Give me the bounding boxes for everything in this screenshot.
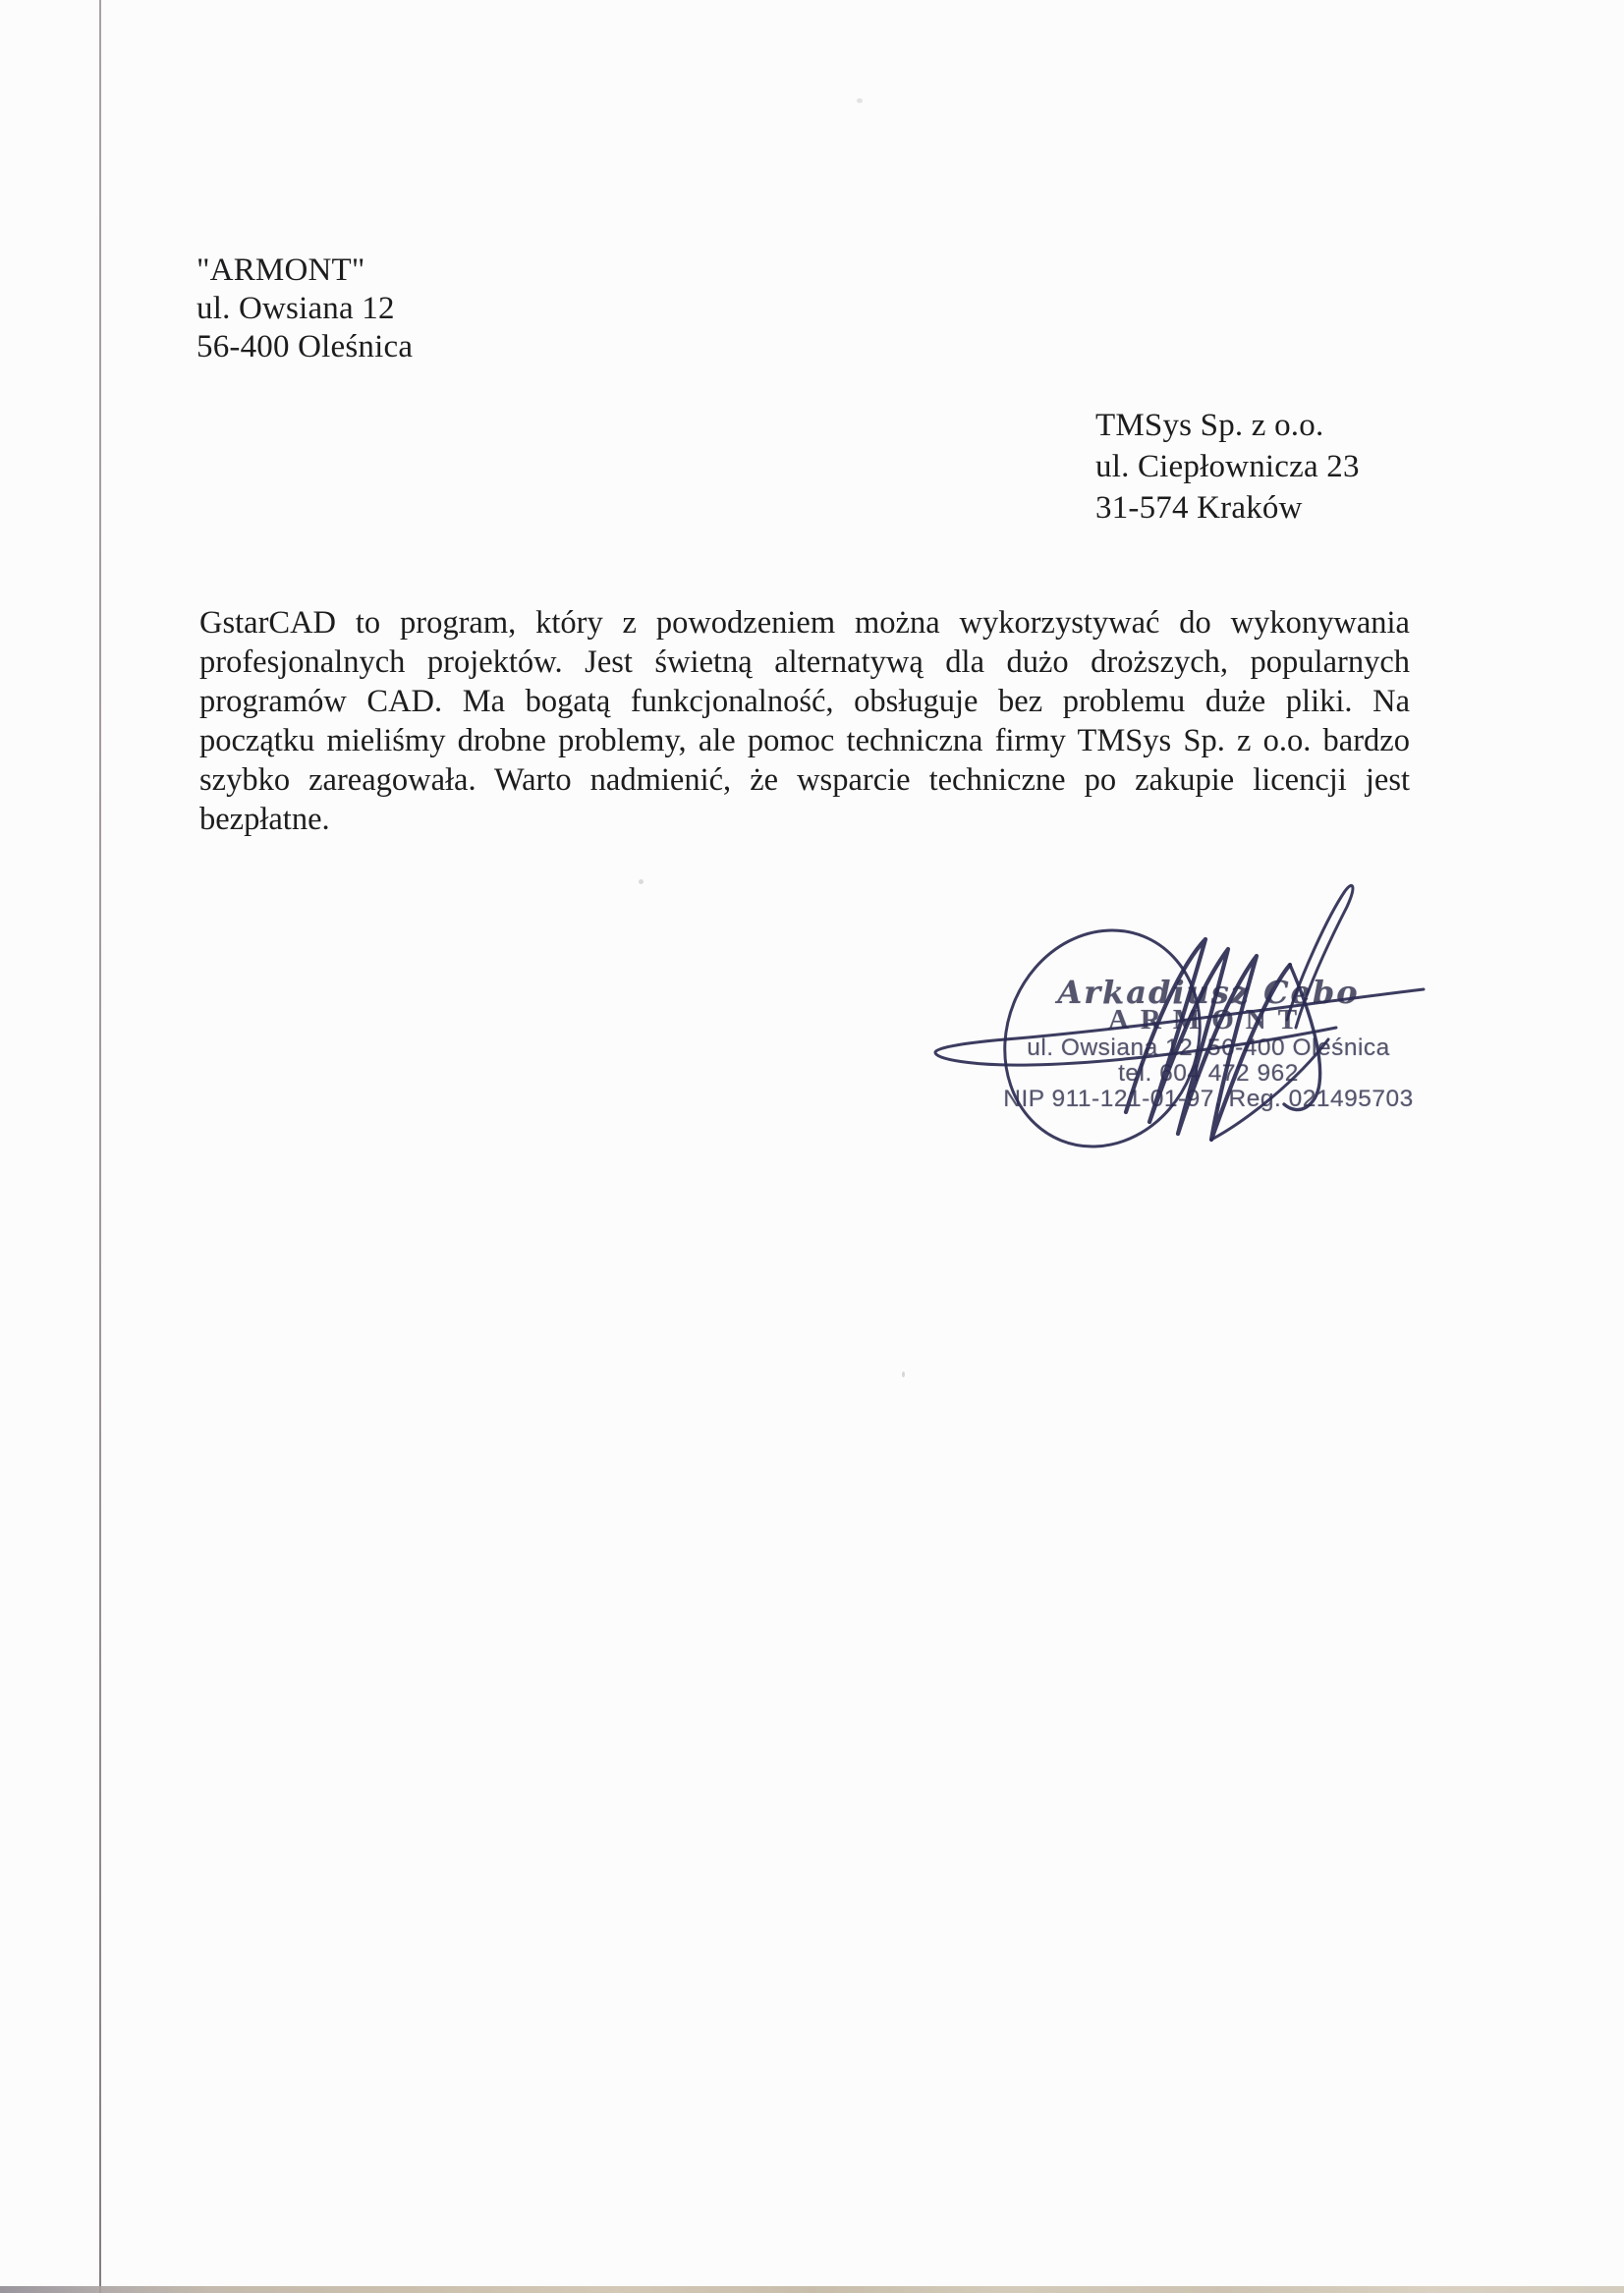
body-line: profesjonalnych projektów. Jest świetną alternatywą dla dużo droższych, popularnych [199,644,1410,680]
stamp-signer-name: Arkadiusz Cebo [1057,974,1360,1011]
sender-name: "ARMONT" [196,252,365,288]
scan-speck [902,1371,905,1377]
scan-speck [857,98,863,103]
scan-edge-bottom-strip [0,2286,1624,2293]
stamp-company-name: ARMONT [1107,1004,1310,1035]
recipient-company: TMSys Sp. z o.o. [1095,408,1324,443]
letter-body [199,603,1410,839]
sender-city: 56-400 Oleśnica [196,329,414,364]
recipient-address-block [1095,405,1360,529]
body-line: szybko zareagowała. Warto nadmienić, że wsparcie techniczne po zakupie licencji jest [199,762,1410,798]
stamp-nip-regon: NIP 911-121-01-97, Reg. 021495703 [1003,1086,1414,1112]
recipient-city: 31-574 Kraków [1095,490,1303,526]
body-line: GstarCAD to program, który z powodzeniem można wykorzystywać do wykonywania [199,605,1410,641]
scan-edge-vertical-line [99,0,101,2293]
stamp-phone: tel. 604 472 962 [1118,1060,1299,1087]
handwritten-signature [914,865,1444,1179]
body-line: programów CAD. Ma bogatą funkcjonalność, obsługuje bez problemu duże pliki. Na [199,684,1410,719]
body-line: początku mieliśmy drobne problemy, ale pomoc techniczna firmy TMSys Sp. z o.o. bardzo [199,723,1410,758]
recipient-street: ul. Ciepłownicza 23 [1095,449,1360,484]
scan-speck [639,879,644,884]
sender-street: ul. Owsiana 12 [196,291,395,326]
sender-address-block [196,252,413,366]
body-line: bezpłatne. [199,802,330,837]
stamp-address: ul. Owsiana 12, 56-400 Oleśnica [1027,1035,1390,1061]
